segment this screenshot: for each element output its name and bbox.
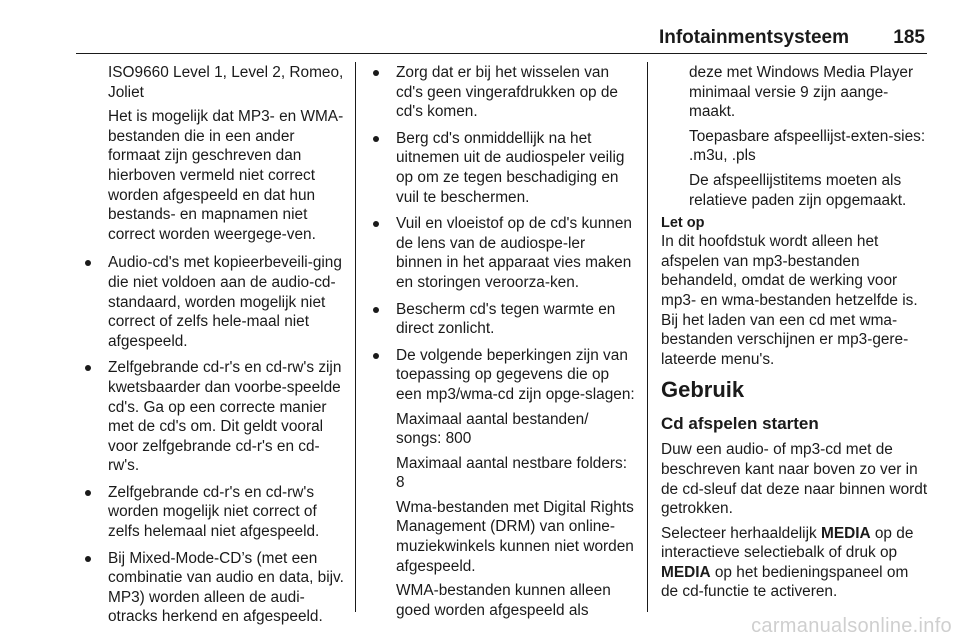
- text-run: op de interactieve selectiebalk of druk op: [661, 524, 914, 562]
- note-title: Let op: [661, 215, 705, 232]
- section-heading: Gebruik: [661, 377, 745, 403]
- bullet-item-restrictions: [368, 346, 635, 621]
- subsection-heading: Cd afspelen starten: [661, 414, 819, 434]
- bullet-list: [368, 63, 635, 620]
- watermark: carmanualsonline.info: [751, 615, 952, 637]
- restriction-paragraph: Wma-bestanden met Digital Rights Management (DRM) van online-muziekwinkels kunnen niet worden afgespeeld.: [396, 498, 634, 575]
- restriction-paragraph: WMA-bestanden kunnen alleen goed worden afgespeeld als: [396, 582, 611, 619]
- text-run: op het bedieningspaneel om de cd-functie te activeren.: [661, 563, 909, 601]
- continued-paragraph: deze met Windows Media Player minimaal versie 9 zijn aange-maakt.: [689, 64, 914, 121]
- bullet-list: [80, 253, 350, 627]
- instruction-paragraph: Duw een audio- of mp3-cd met de beschreven kant naar boven zo ver in de cd-sleuf dat deze naar binnen wordt getrokken.: [661, 441, 928, 518]
- media-button-label: MEDIA: [821, 524, 871, 542]
- bullet-intro: De volgende beperkingen zijn van toepassing op gegevens die op een mp3/wma-cd zijn opge-slagen:: [396, 346, 635, 403]
- column-right: [661, 63, 929, 607]
- continued-paragraph: Toepasbare afspeellijst-exten-sies: .m3u, .pls: [689, 127, 926, 165]
- restriction-paragraph: Maximaal aantal bestanden/ songs: 800: [396, 410, 589, 448]
- running-title: Infotainmentsysteem: [658, 27, 849, 48]
- page-header: [76, 24, 927, 54]
- page-number: 185: [893, 27, 925, 48]
- bullet-item: Bij Mixed-Mode-CD’s (met een combinatie van audio en data, bijv. MP3) worden alleen de audi-otracks herkend en afgespeeld.: [80, 549, 350, 627]
- bullet-item: Zelfgebrande cd-r's en cd-rw's zijn kwetsbaarder dan voorbe-speelde cd's. Ga op een correcte manier met de cd's om. Dit geldt vooral voor zelfgebrande cd-r's en cd-rw's.: [80, 358, 350, 476]
- media-button-label: MEDIA: [661, 563, 711, 581]
- text-run: Selecteer herhaaldelijk: [661, 524, 821, 542]
- column-divider-1: [355, 62, 356, 612]
- bullet-item: Zelfgebrande cd-r's en cd-rw's worden mogelijk niet correct of zelfs helemaal niet afgespeeld.: [80, 483, 350, 542]
- continued-paragraph: Het is mogelijk dat MP3- en WMA-bestanden die in een ander formaat zijn geschreven dan hierboven vermeld niet correct worden afgespeeld en dat hun bestands- en mapnamen niet correct worden weergege-ven.: [108, 108, 344, 243]
- column-middle: [368, 63, 635, 627]
- bullet-item: Vuil en vloeistof op de cd's kunnen de lens van de audiospe-ler binnen in het apparaat vies maken en storingen veroorza-ken.: [368, 214, 635, 292]
- bullet-item: Bescherm cd's tegen warmte en direct zonlicht.: [368, 300, 635, 339]
- instruction-paragraph-media: [661, 524, 929, 602]
- bullet-item: Audio-cd's met kopieerbeveili-ging die niet voldoen aan de audio-cd-standaard, worden mogelijk niet correct of zelfs hele-maal niet afgespeeld.: [80, 253, 350, 351]
- note-body: In dit hoofdstuk wordt alleen het afspelen van mp3-bestanden behandeld, omdat de werking voor mp3- en wma-bestanden hetzelfde is. Bij het laden van een cd met wma-bestanden verschijnen er mp3-gere-lateerde menu's.: [661, 233, 918, 368]
- restriction-paragraph: Maximaal aantal nestbare folders: 8: [396, 454, 627, 492]
- column-divider-2: [647, 62, 648, 612]
- bullet-item: Berg cd's onmiddellijk na het uitnemen uit de audiospeler veilig op om ze tegen beschadiging en vuil te beschermen.: [368, 129, 635, 207]
- continued-paragraph: ISO9660 Level 1, Level 2, Romeo, Joliet: [108, 64, 344, 101]
- continued-paragraph: De afspeellijstitems moeten als relatieve paden zijn opgemaakt.: [689, 171, 907, 209]
- bullet-item: Zorg dat er bij het wisselen van cd's geen vingerafdrukken op de cd's komen.: [368, 63, 635, 122]
- column-left: [80, 63, 350, 634]
